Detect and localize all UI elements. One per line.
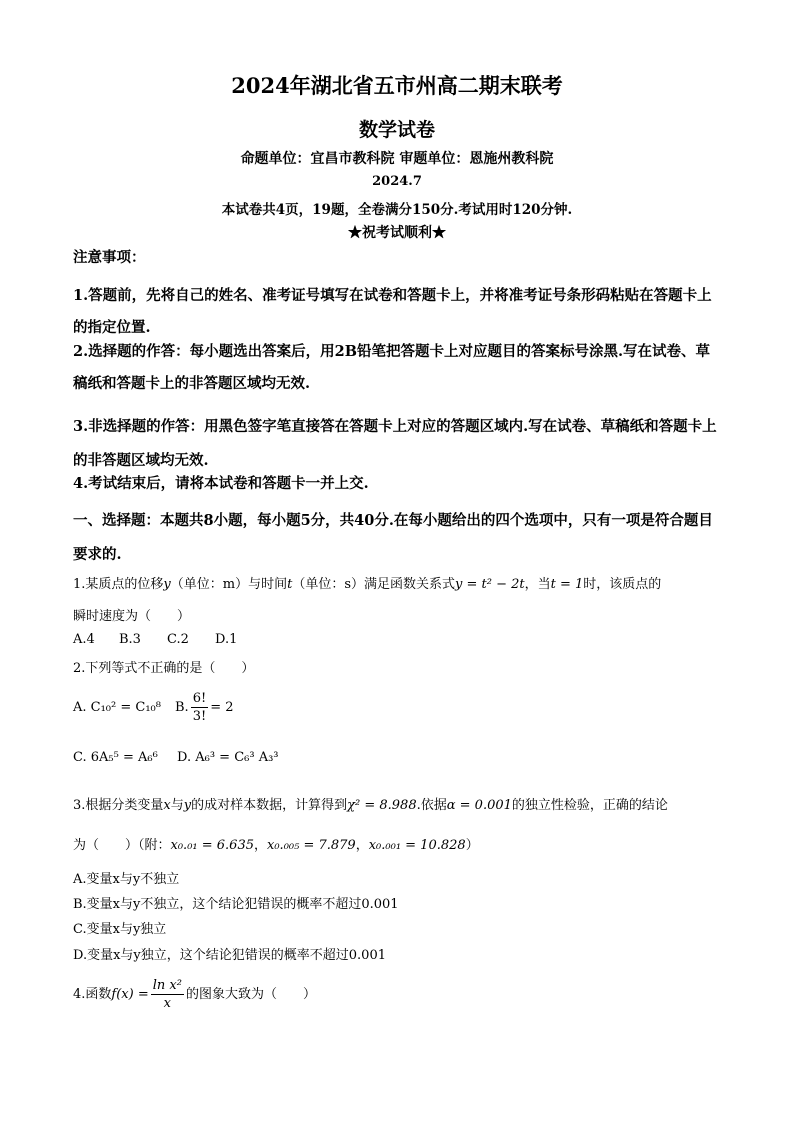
q2-option-d: D. A₆³ = C₆³ A₃³	[177, 750, 279, 765]
notes-heading: 注意事项：	[73, 249, 146, 266]
question-1-stem-cont: 瞬时速度为（ ）	[73, 609, 191, 624]
q4-fraction: $\frac{\text{ln x²}}{x}$	[152, 978, 182, 1011]
exam-wish: ★祝考试顺利★	[348, 225, 446, 241]
q1-option-b: B.3	[119, 632, 141, 647]
q2-option-b-fraction: $\frac{6!}{3!}$	[192, 691, 207, 724]
q3-x1: x₀.₀₁ = 6.635	[170, 838, 254, 853]
question-3-stem: 3.根据分类变量x与y的成对样本数据，计算得到χ² = 8.988.依据α = 0.001的独立性检验，正确的结论	[73, 798, 668, 813]
q3-option-b: B.变量x与y不独立，这个结论犯错误的概率不超过0.001	[73, 897, 399, 912]
question-2-options-ab	[73, 690, 723, 725]
section-heading: 一、选择题：本题共8小题，每小题5分，共40分.在每小题给出的四个选项中，只有一项是符合题目要求的.	[73, 512, 713, 563]
note-item-2: 2.选择题的作答：每小题选出答案后，用2B铅笔把答题卡上对应题目的答案标号涂黑.写在试卷、草稿纸和答题卡上的非答题区域均无效.	[73, 343, 711, 392]
exam-info: 本试卷共4页，19题，全卷满分150分.考试用时120分钟.	[221, 202, 573, 218]
q1-option-a: A.4	[73, 632, 95, 647]
note-item-4: 4.考试结束后，请将本试卷和答题卡一并上交.	[73, 475, 369, 492]
question-4-stem: 4.函数f(x) = $\frac{\text{ln x²}}{x}$ 的图象大致为（ ）	[73, 978, 316, 1011]
q3-chi: χ² = 8.988	[347, 798, 417, 813]
question-2-stem: 2.下列等式不正确的是（ ）	[73, 661, 255, 676]
q2-option-a: A. C₁₀² = C₁₀⁸	[73, 700, 161, 715]
q3-option-a: A.变量x与y不独立	[73, 872, 180, 887]
q1-option-d: D.1	[215, 632, 238, 647]
q3-option-d: D.变量x与y独立，这个结论犯错误的概率不超过0.001	[73, 948, 386, 963]
exam-title: 2024年湖北省五市州高二期末联考	[231, 73, 563, 98]
note-item-3: 3.非选择题的作答：用黑色签字笔直接答在答题卡上对应的答题区域内.写在试卷、草稿纸和答题卡上的非答题区域均无效.	[73, 418, 717, 469]
exam-units: 命题单位：宜昌市教科院 审题单位：恩施州教科院	[240, 151, 554, 167]
q4-f: f(x) =	[111, 987, 149, 1002]
q3-option-c: C.变量x与y独立	[73, 922, 167, 937]
question-2-options-cd	[73, 750, 723, 765]
exam-subtitle: 数学试卷	[358, 119, 435, 141]
question-1-stem: 1.某质点的位移y（单位：m）与时间t（单位：s）满足函数关系式y = t² − 2t，当t = 1时，该质点的	[73, 577, 662, 592]
q1-option-c: C.2	[167, 632, 189, 647]
q3-alpha: α = 0.001	[446, 798, 512, 813]
q2-option-b-rhs: = 2	[210, 700, 234, 715]
question-1-options	[73, 632, 723, 647]
exam-date: 2024.7	[372, 174, 422, 189]
q1-formula: y = t² − 2t	[455, 577, 525, 592]
note-item-1: 1.答题前，先将自己的姓名、准考证号填写在试卷和答题卡上，并将准考证号条形码粘贴在答题卡上的指定位置.	[73, 287, 712, 336]
q3-x2: x₀.₀₀₅ = 7.879	[267, 838, 356, 853]
q3-x3: x₀.₀₀₁ = 10.828	[368, 838, 466, 853]
q1-condition: t = 1	[550, 577, 584, 592]
question-3-stem-cont: 为（ ）（附：x₀.₀₁ = 6.635，x₀.₀₀₅ = 7.879，x₀.₀₀₁ = 10.828）	[73, 838, 479, 853]
q2-option-b-prefix: B.	[175, 700, 189, 715]
q2-option-c: C. 6A₅⁵ = A₆⁶	[73, 750, 158, 765]
